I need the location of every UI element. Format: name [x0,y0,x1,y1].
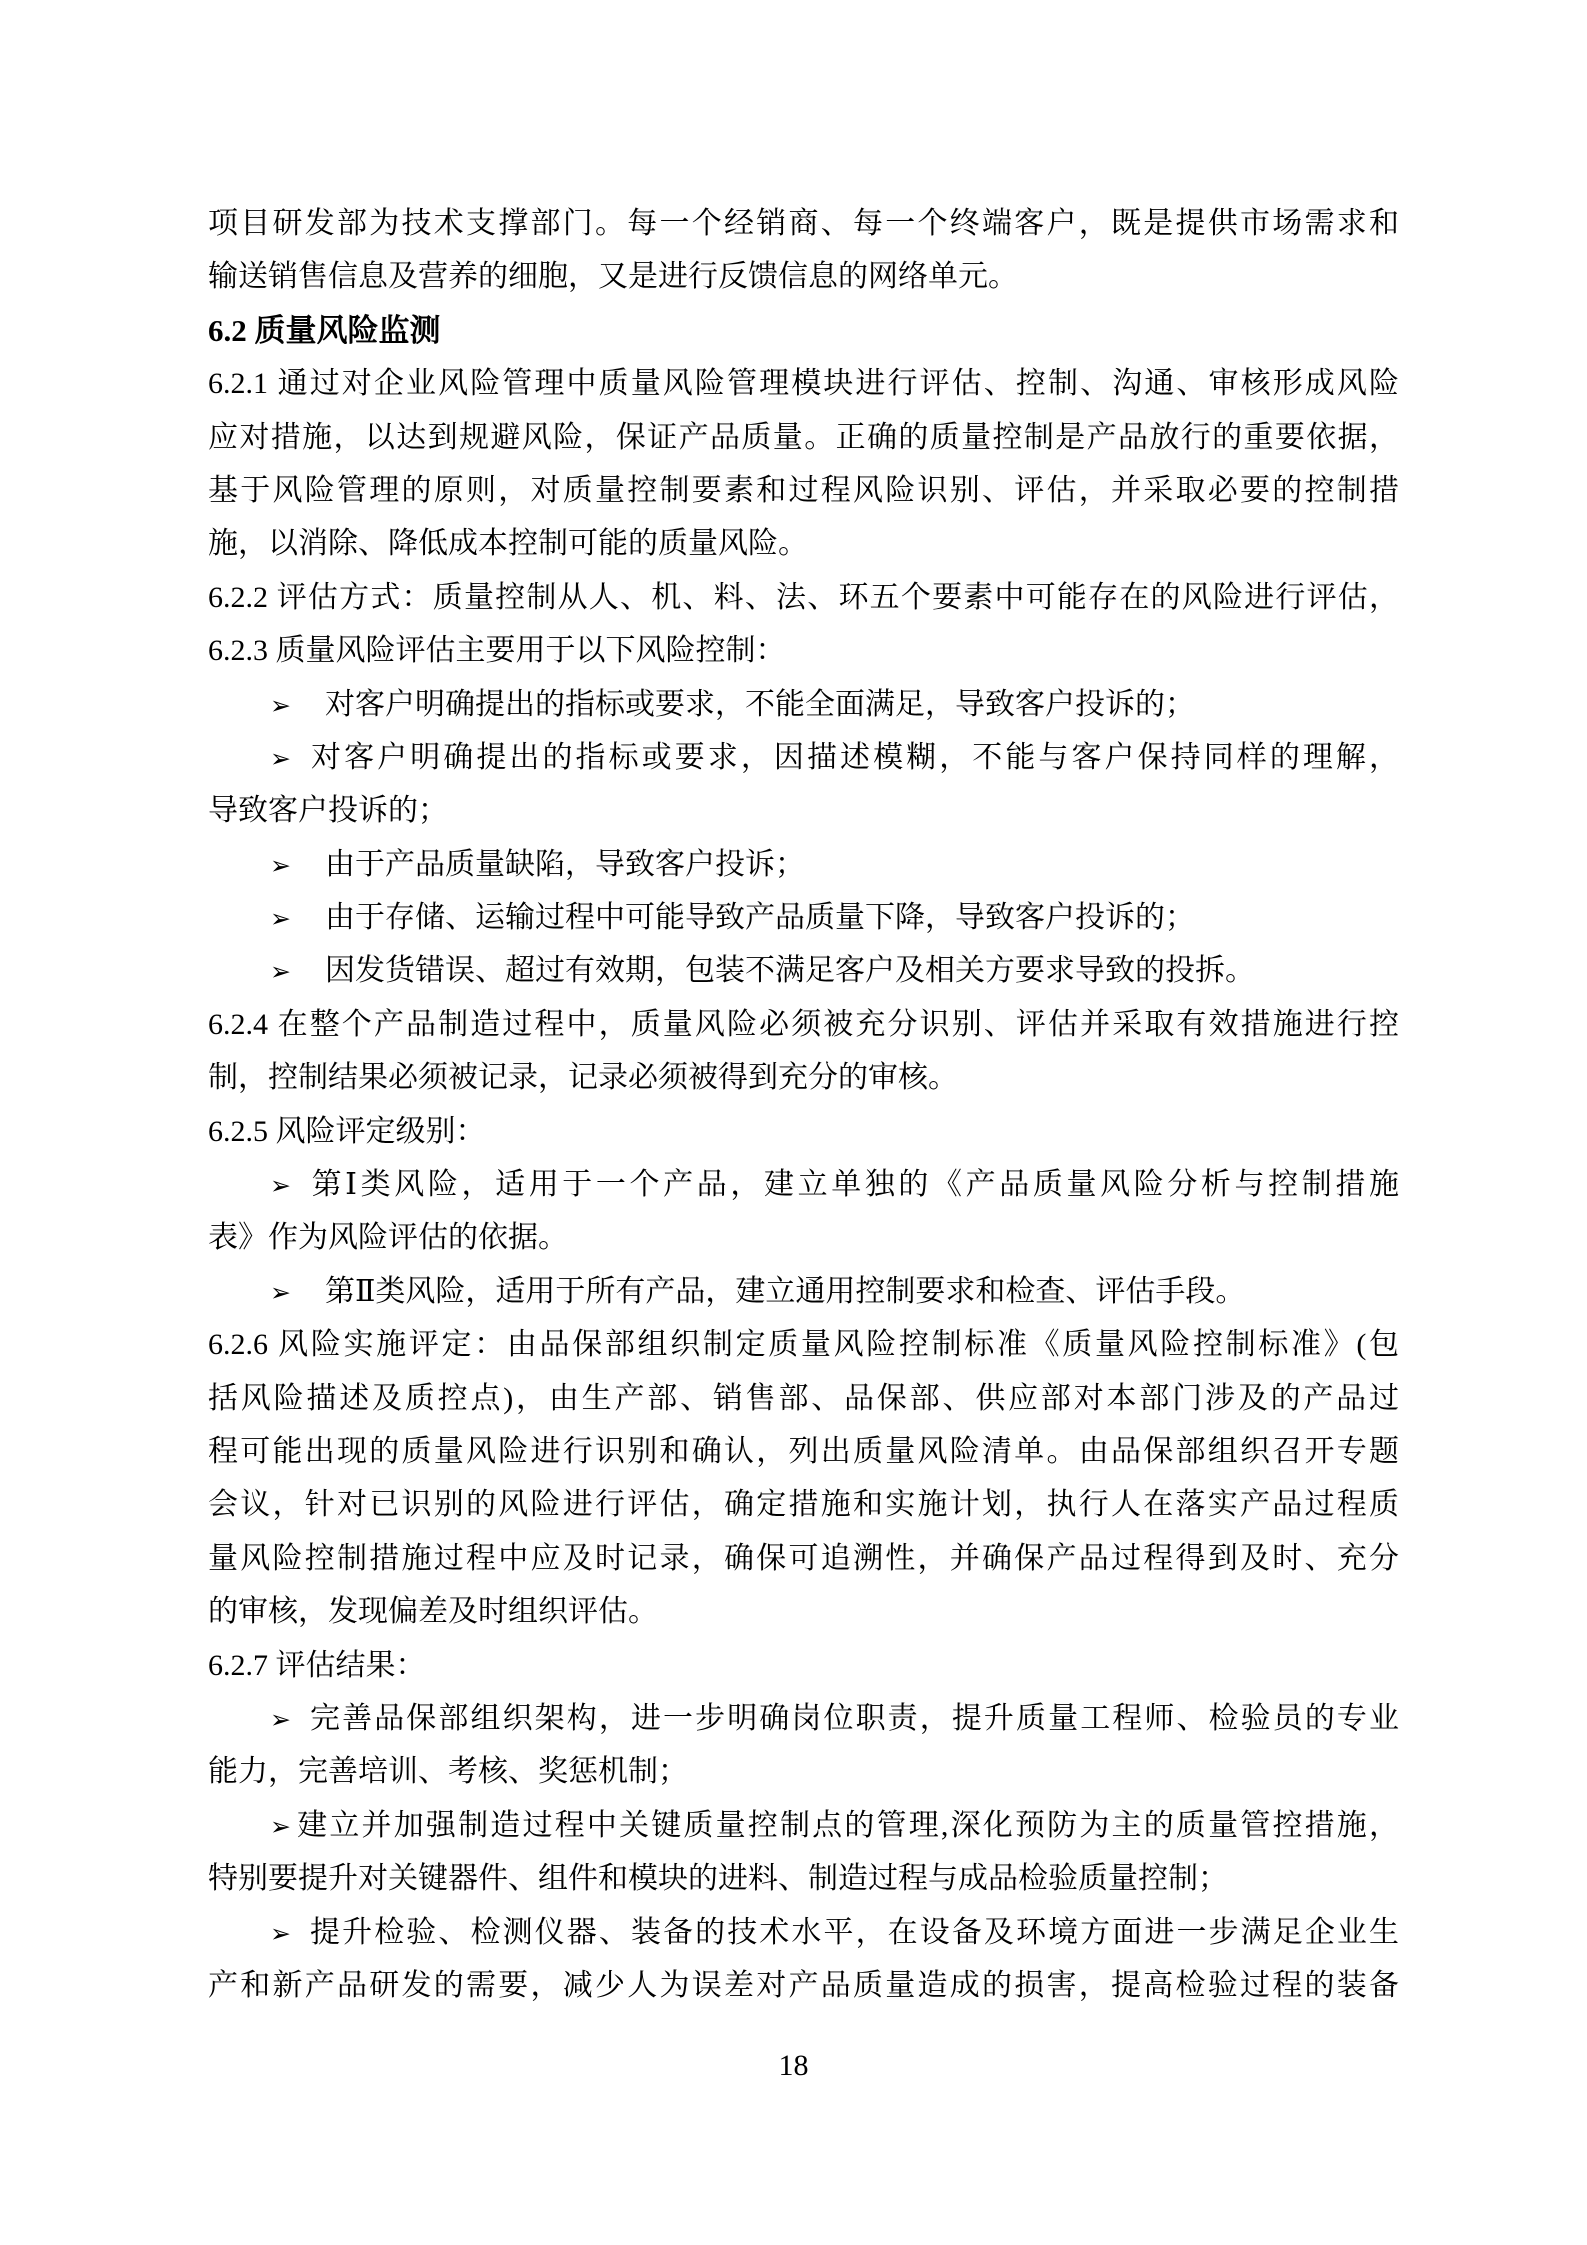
bullet-arrow-icon: ➢ [270,850,291,880]
text-line [208,731,1399,784]
bullet-arrow-icon: ➢ [270,1704,291,1734]
bullet-arrow-icon: ➢ [270,743,291,773]
line-text: 完善品保部组织架构，进一步明确岗位职责，提升质量工程师、检验员的专业 [307,1701,1399,1735]
page-number: 18 [778,2049,809,2082]
line-text: 第Ⅰ类风险，适用于一个产品，建立单独的《产品质量风险分析与控制措施 [307,1168,1399,1202]
bullet-arrow-icon: ➢ [270,957,291,987]
text-line [208,944,1399,997]
text-line: 制，控制结果必须被记录，记录必须被得到充分的审核。 [208,1061,958,1095]
line-text: 建立并加强制造过程中关键质量控制点的管理,深化预防为主的质量管控措施， [294,1808,1399,1842]
text-line: 6.2.4 在整个产品制造过程中，质量风险必须被充分识别、评估并采取有效措施进行控 [208,1007,1399,1041]
text-line: 输送销售信息及营养的细胞，又是进行反馈信息的网络单元。 [208,260,1018,294]
text-line: 特别要提升对关键器件、组件和模块的进料、制造过程与成品检验质量控制； [208,1862,1228,1896]
text-line: 项目研发部为技术支撑部门。每一个经销商、每一个终端客户，既是提供市场需求和 [208,207,1399,240]
line-text: 由于存储、运输过程中可能导致产品质量下降，导致客户投诉的； [324,901,1195,935]
line-text: 对客户明确提出的指标或要求，不能全面满足，导致客户投诉的； [324,687,1195,721]
text-line: 导致客户投诉的； [208,794,448,828]
text-line: 基于风险管理的原则，对质量控制要素和过程风险识别、评估，并采取必要的控制措 [208,473,1399,507]
line-text: 提升检验、检测仪器、装备的技术水平，在设备及环境方面进一步满足企业生 [307,1915,1399,1949]
text-line [208,1906,1399,1959]
text-line: 6.2.2 评估方式：质量控制从人、机、料、法、环五个要素中可能存在的风险进行评估， [208,580,1399,614]
text-line: 6.2.1 通过对企业风险管理中质量风险管理模块进行评估、控制、沟通、审核形成风险 [208,367,1399,401]
bullet-arrow-icon: ➢ [270,1171,291,1201]
bullet-arrow-icon: ➢ [270,904,291,934]
bullet-arrow-icon: ➢ [270,690,291,720]
text-line: 6.2.6 风险实施评定：由品保部组织制定质量风险控制标准《质量风险控制标准》(包 [208,1328,1399,1362]
text-line [208,838,1399,891]
text-line [208,1799,1399,1852]
line-text: 因发货错误、超过有效期，包装不满足客户及相关方要求导致的投拆。 [324,954,1255,988]
text-line [208,1692,1399,1745]
bullet-arrow-icon: ➢ [270,1918,291,1948]
line-text: 第Ⅱ类风险，适用于所有产品，建立通用控制要求和检查、评估手段。 [324,1274,1246,1308]
text-line: 产和新产品研发的需要，减少人为误差对产品质量造成的损害，提高检验过程的装备 [208,1968,1399,2002]
text-line [208,678,1399,731]
text-line: 程可能出现的质量风险进行识别和确认，列出质量风险清单。由品保部组织召开专题 [208,1434,1399,1468]
text-line [208,1265,1399,1318]
text-line: 应对措施，以达到规避风险，保证产品质量。正确的质量控制是产品放行的重要依据， [208,420,1399,454]
section-heading: 6.2 质量风险监测 [208,312,441,348]
bullet-arrow-icon: ➢ [270,1811,291,1841]
text-content [208,197,1399,2012]
text-line: 6.2.3 质量风险评估主要用于以下风险控制： [208,634,786,668]
text-line [208,891,1399,944]
text-line: 会议，针对已识别的风险进行评估，确定措施和实施计划，执行人在落实产品过程质 [208,1488,1399,1522]
text-line: 6.2.7 评估结果： [208,1648,426,1682]
text-line: 括风险描述及质控点)，由生产部、销售部、品保部、供应部对本部门涉及的产品过 [208,1381,1399,1415]
text-line [208,1158,1399,1211]
text-line: 量风险控制措施过程中应及时记录，确保可追溯性，并确保产品过程得到及时、充分 [208,1541,1399,1575]
text-line: 施，以消除、降低成本控制可能的质量风险。 [208,527,808,561]
bullet-arrow-icon: ➢ [270,1277,291,1307]
text-line: 表》作为风险评估的依据。 [208,1221,568,1255]
text-line: 的审核，发现偏差及时组织评估。 [208,1595,658,1629]
line-text: 由于产品质量缺陷，导致客户投诉； [324,847,805,881]
line-text: 对客户明确提出的指标或要求，因描述模糊，不能与客户保持同样的理解， [307,740,1399,774]
text-line: 6.2.5 风险评定级别： [208,1114,486,1148]
text-line: 能力，完善培训、考核、奖惩机制； [208,1755,688,1789]
